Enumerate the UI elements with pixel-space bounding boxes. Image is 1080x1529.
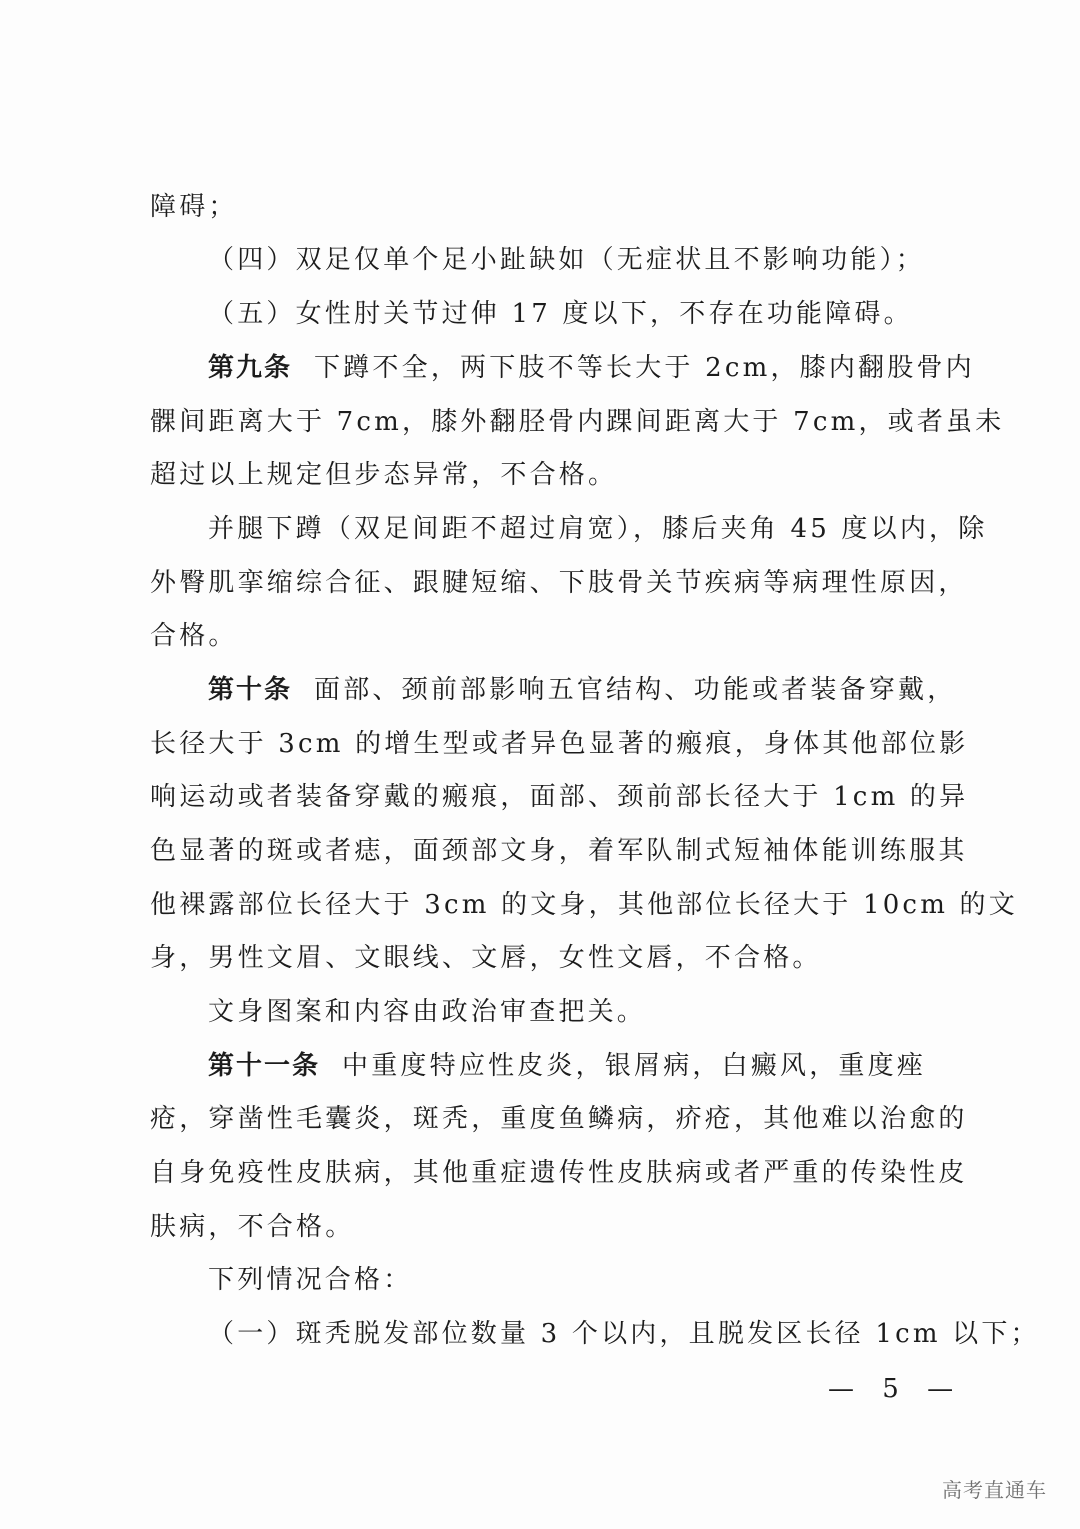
text-line: 外臀肌挛缩综合征、跟腱短缩、下肢骨关节疾病等病理性原因， [150, 568, 968, 598]
text-line: 响运动或者装备穿戴的瘢痕，面部、颈前部长径大于 1cm 的异 [150, 782, 969, 812]
text-line: 身，男性文眉、文眼线、文唇，女性文唇，不合格。 [150, 943, 822, 973]
text-line: 肤病，不合格。 [150, 1212, 355, 1242]
article-11-first-line [208, 1049, 950, 1083]
text-line: 色显著的斑或者痣，面颈部文身，着军队制式短袖体能训练服其 [150, 836, 968, 866]
watermark: 高考直通车 [942, 1478, 1047, 1502]
text-line: 髁间距离大于 7cm，膝外翻胫骨内踝间距离大于 7cm，或者虽未 [150, 407, 1005, 437]
text-line: 障碍； [150, 192, 238, 222]
text-line: （五）女性肘关节过伸 17 度以下，不存在功能障碍。 [208, 299, 913, 329]
article-heading: 第九条 [208, 353, 293, 383]
text-line: 疮，穿凿性毛囊炎，斑秃，重度鱼鳞病，疥疮，其他难以治愈的 [150, 1104, 968, 1134]
article-10-first-line [208, 673, 957, 707]
text-line: 合格。 [150, 621, 238, 651]
article-text: 面部、颈前部影响五官结构、功能或者装备穿戴， [314, 675, 957, 705]
text-line: 文身图案和内容由政治审查把关。 [208, 997, 647, 1027]
text-line: （一）斑秃脱发部位数量 3 个以内，且脱发区长径 1cm 以下； [208, 1319, 1040, 1349]
text-line: 他裸露部位长径大于 3cm 的文身，其他部位长径大于 10cm 的文 [150, 890, 1018, 920]
text-line: 自身免疫性皮肤病，其他重症遗传性皮肤病或者严重的传染性皮 [150, 1158, 968, 1188]
article-text: 下蹲不全，两下肢不等长大于 2cm，膝内翻股骨内 [314, 353, 975, 383]
text-line: 长径大于 3cm 的增生型或者异色显著的瘢痕，身体其他部位影 [150, 729, 969, 759]
text-line: （四）双足仅单个足小趾缺如（无症状且不影响功能）； [208, 245, 926, 275]
article-9-first-line [208, 351, 975, 385]
article-heading: 第十一条 [208, 1051, 321, 1081]
article-heading: 第十条 [208, 675, 293, 705]
page-number: — 5 — [828, 1374, 964, 1404]
text-line: 超过以上规定但步态异常，不合格。 [150, 460, 618, 490]
text-line: 下列情况合格： [208, 1265, 413, 1295]
text-line: 并腿下蹲（双足间距不超过肩宽），膝后夹角 45 度以内，除 [208, 514, 988, 544]
article-text: 中重度特应性皮炎，银屑病，白癜风，重度痤 [342, 1051, 927, 1081]
